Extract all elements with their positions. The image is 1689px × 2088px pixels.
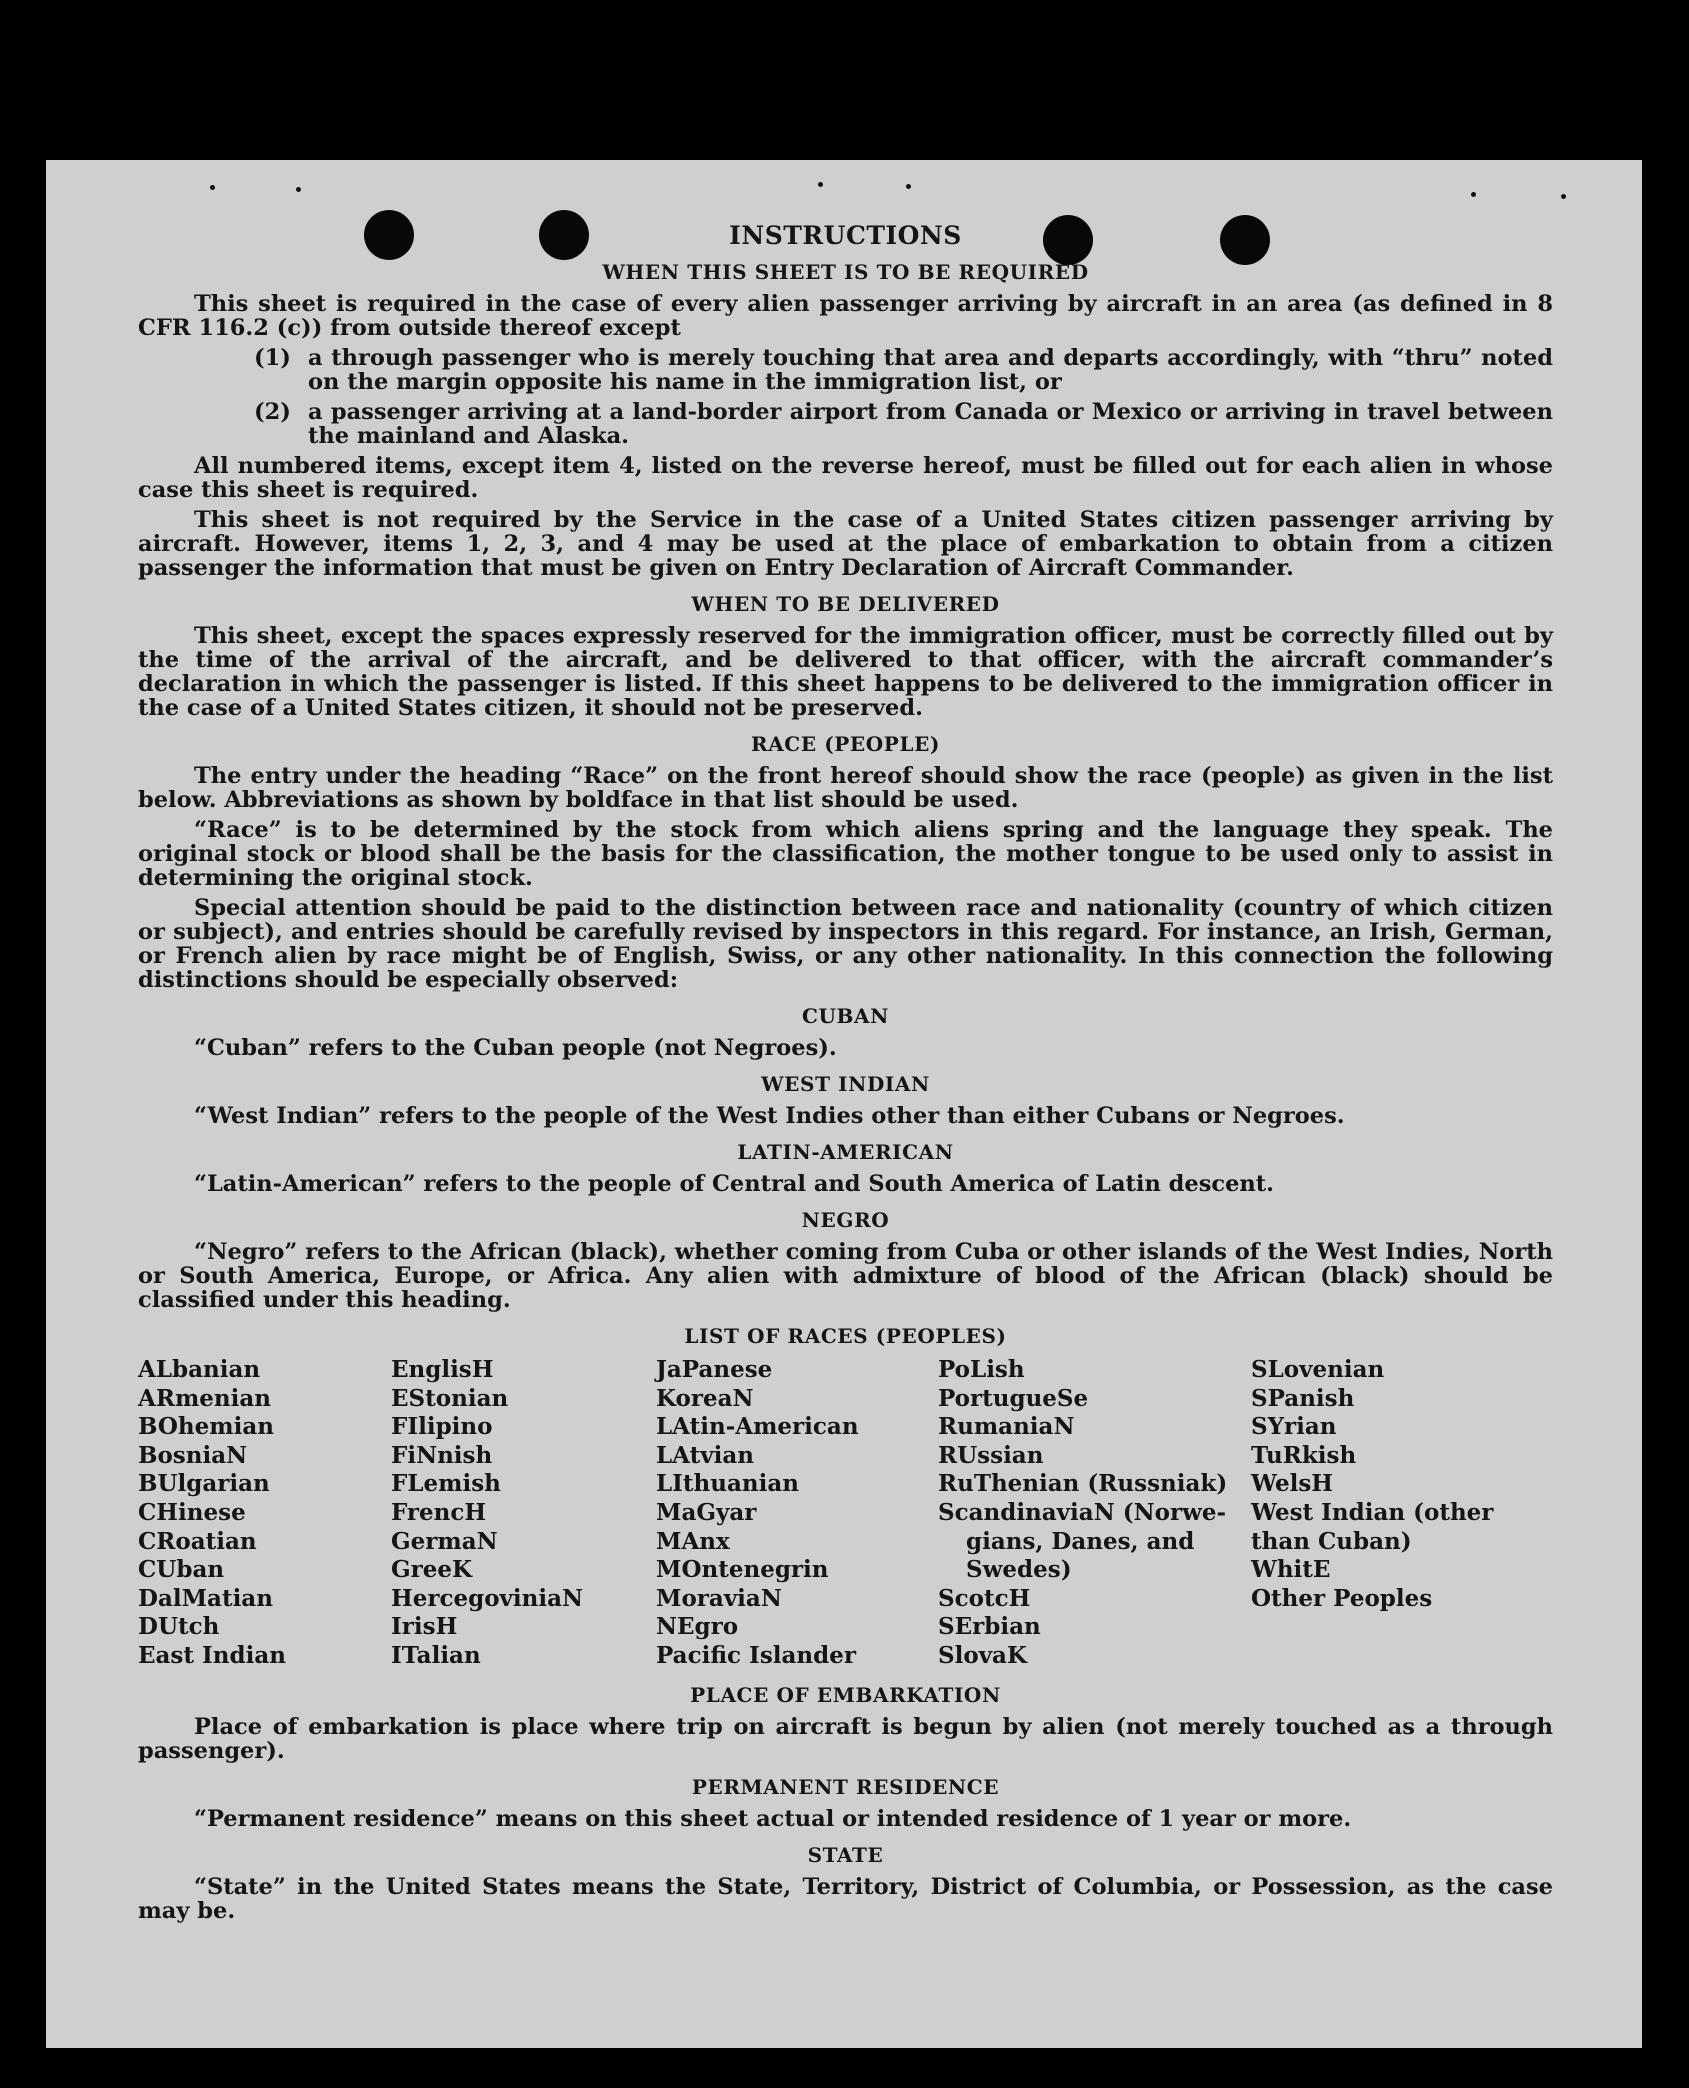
heading-permanent-residence: PERMANENT RESIDENCE	[691, 1774, 1000, 1799]
race-entry: DUtch	[138, 1613, 220, 1641]
item-number: (2)	[254, 399, 291, 425]
race-entry: ScandinaviaN (Norwe-	[938, 1498, 1227, 1526]
race-entry: PortugueSe	[938, 1384, 1089, 1412]
race-entry: CHinese	[138, 1498, 246, 1526]
race-entry: ScotcH	[938, 1584, 1031, 1612]
race-entry: SYrian	[1251, 1413, 1337, 1441]
item-text: a passenger arriving at a land-border airport from Canada or Mexico or arriving in travel between the mainland and Alaska.	[308, 399, 1553, 449]
heading-latin-american: LATIN-AMERICAN	[737, 1140, 954, 1164]
list-item	[254, 346, 1553, 394]
race-entry: RUssian	[938, 1441, 1044, 1469]
speck	[210, 185, 215, 190]
race-entry: FIlipino	[391, 1413, 493, 1441]
race-entry: MAnx	[656, 1527, 730, 1555]
paragraph: Special attention should be paid to the distinction between race and nationality (country of which citizen or subject), and entries should be carefully revised by inspectors in this regard. For instance, an Irish, German, or French alien by race might be of English, Swiss, or any other nationality. In this connection the following distinctions should be especially observed:	[138, 895, 1553, 993]
heading-when-required: WHEN THIS SHEET IS TO BE REQUIRED	[602, 260, 1089, 284]
race-entry: SLovenian	[1251, 1356, 1385, 1383]
race-entry: KoreaN	[656, 1384, 754, 1412]
race-entry: EnglisH	[391, 1356, 494, 1383]
race-entry: Other Peoples	[1251, 1584, 1433, 1612]
speck	[296, 187, 301, 192]
race-entry: WhitE	[1251, 1556, 1331, 1584]
race-entry: Swedes)	[966, 1556, 1072, 1584]
paragraph: The entry under the heading “Race” on the front hereof should show the race (people) as given in the list below. Abbreviations as shown by boldface in that list should be used.	[138, 763, 1553, 813]
race-entry: FiNnish	[391, 1441, 493, 1469]
races-table	[138, 1356, 1553, 1671]
item-text: a through passenger who is merely touching that area and departs accordingly, with “thru” noted on the margin opposite his name in the immigration list, or	[308, 345, 1553, 395]
race-entry: ITalian	[391, 1641, 481, 1669]
race-entry: GreeK	[391, 1556, 473, 1584]
race-entry: FrencH	[391, 1498, 487, 1526]
race-entry: PoLish	[938, 1356, 1025, 1383]
race-entry: NEgro	[656, 1613, 739, 1641]
race-entry: WelsH	[1251, 1470, 1334, 1498]
race-entry: MoraviaN	[656, 1584, 782, 1612]
race-entry: RuThenian (Russniak)	[938, 1470, 1228, 1498]
race-entry: SlovaK	[938, 1641, 1027, 1669]
paragraph: This sheet is not required by the Service in the case of a United States citizen passenger arriving by aircraft. However, items 1, 2, 3, and 4 may be used at the place of embarkation to obtain from a citizen passenger the information that must be given on Entry Declaration of Aircraft Commander.	[138, 507, 1553, 581]
race-entry: Pacific Islander	[656, 1641, 856, 1669]
speck	[1471, 192, 1476, 197]
paragraph: This sheet, except the spaces expressly reserved for the immigration officer, must be correctly filled out by the time of the arrival of the aircraft, and be delivered to that officer, with the aircraft commander’s declaration in which the passenger is listed. If this sheet happens to be delivered to the immigration officer in the case of a United States citizen, it should not be preserved.	[138, 623, 1553, 721]
races-column	[138, 1356, 391, 1671]
paragraph: “West Indian” refers to the people of the West Indies other than either Cubans or Negroes.	[194, 1103, 1345, 1129]
race-entry: LAtin-American	[656, 1413, 859, 1441]
race-entry: West Indian (other	[1251, 1498, 1494, 1526]
paragraph: All numbered items, except item 4, listed on the reverse hereof, must be filled out for each alien in whose case this sheet is required.	[138, 453, 1553, 503]
paragraph: “Negro” refers to the African (black), whether coming from Cuba or other islands of the West Indies, North or South America, Europe, or Africa. Any alien with admixture of blood of the African (black) should be classified under this heading.	[138, 1239, 1553, 1313]
race-entry: EStonian	[391, 1384, 509, 1412]
race-entry: RumaniaN	[938, 1413, 1075, 1441]
race-entry: BosniaN	[138, 1441, 248, 1469]
race-entry: JaPanese	[656, 1356, 773, 1383]
paragraph: “Permanent residence” means on this sheet actual or intended residence of 1 year or more.	[194, 1805, 1352, 1832]
race-entry: HercegoviniaN	[391, 1584, 584, 1612]
race-entry: DalMatian	[138, 1584, 273, 1612]
document-page	[46, 160, 1642, 2048]
race-entry: IrisH	[391, 1613, 458, 1641]
paragraph: “State” in the United States means the State, Territory, District of Columbia, or Possession, as the case may be.	[138, 1873, 1553, 1924]
heading-when-delivered: WHEN TO BE DELIVERED	[691, 592, 1000, 616]
race-entry: ALbanian	[138, 1356, 261, 1383]
race-entry: CUban	[138, 1556, 225, 1584]
races-column	[1251, 1356, 1553, 1671]
paragraph: Place of embarkation is place where trip on aircraft is begun by alien (not merely touched as a through passenger).	[138, 1713, 1553, 1764]
race-entry: than Cuban)	[1251, 1527, 1412, 1555]
speck	[818, 182, 823, 187]
race-entry: TuRkish	[1251, 1441, 1357, 1469]
race-entry: FLemish	[391, 1470, 501, 1498]
paragraph: “Race” is to be determined by the stock from which aliens spring and the language they speak. The original stock or blood shall be the basis for the classification, the mother tongue to be used only to assist in determining the original stock.	[138, 817, 1553, 891]
heading-state: STATE	[807, 1842, 884, 1867]
page-title: INSTRUCTIONS	[729, 221, 962, 250]
race-entry: LIthuanian	[656, 1470, 799, 1498]
race-entry: East Indian	[138, 1641, 286, 1669]
race-entry: SPanish	[1251, 1384, 1355, 1412]
speck	[906, 184, 911, 189]
heading-negro: NEGRO	[801, 1208, 890, 1232]
race-entry: LAtvian	[656, 1441, 754, 1469]
paragraph: “Cuban” refers to the Cuban people (not Negroes).	[194, 1035, 837, 1061]
races-column	[938, 1356, 1251, 1671]
paragraph: “Latin-American” refers to the people of Central and South America of Latin descent.	[194, 1171, 1274, 1197]
race-entry: BOhemian	[138, 1413, 274, 1441]
race-entry: BUlgarian	[138, 1470, 270, 1498]
race-entry: SErbian	[938, 1613, 1041, 1641]
race-entry: ARmenian	[138, 1384, 272, 1412]
paragraph: This sheet is required in the case of every alien passenger arriving by aircraft in an area (as defined in 8 CFR 116.2 (c)) from outside thereof except	[138, 291, 1553, 341]
heading-west-indian: WEST INDIAN	[761, 1072, 930, 1096]
race-entry: MOntenegrin	[656, 1556, 829, 1584]
speck	[1561, 194, 1566, 199]
races-column	[656, 1356, 938, 1671]
heading-cuban: CUBAN	[801, 1004, 890, 1028]
race-entry: GermaN	[391, 1527, 498, 1555]
item-number: (1)	[254, 345, 291, 371]
list-item	[254, 400, 1553, 448]
race-entry: CRoatian	[138, 1527, 257, 1555]
races-column	[391, 1356, 656, 1671]
heading-list-of-races: LIST OF RACES (PEOPLES)	[684, 1324, 1007, 1348]
instructions-text	[138, 221, 1553, 1929]
race-entry: MaGyar	[656, 1498, 757, 1526]
heading-embarkation: PLACE OF EMBARKATION	[690, 1682, 1001, 1707]
heading-race: RACE (PEOPLE)	[750, 732, 941, 756]
race-entry: gians, Danes, and	[966, 1527, 1195, 1555]
